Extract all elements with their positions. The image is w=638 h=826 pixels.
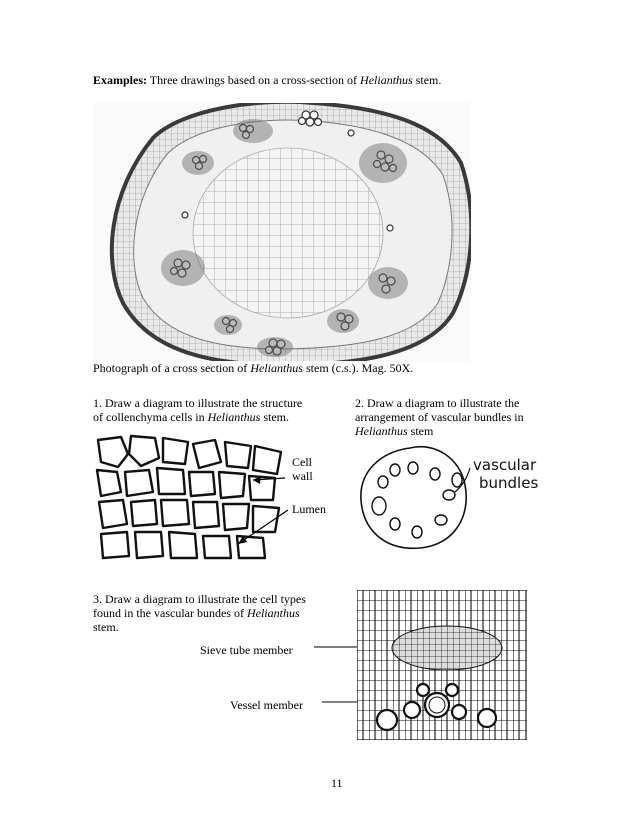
item1-genus: Helianthus xyxy=(207,410,261,424)
vascular-bundle-svg xyxy=(357,590,527,740)
item3-genus: Helianthus xyxy=(246,606,300,620)
vascular-ring-svg xyxy=(355,440,555,552)
cell-label: Cell xyxy=(292,455,312,469)
item1-line2-before: of collenchyma cells in xyxy=(93,410,208,424)
item3-line3: stem. xyxy=(93,620,119,634)
item2-line3-after: stem xyxy=(407,424,434,438)
header-genus: Helianthus xyxy=(360,73,413,87)
photo-caption-genus: Helianthus xyxy=(250,361,303,375)
header-line xyxy=(93,73,441,87)
header-label: Examples: xyxy=(93,73,147,87)
collenchyma-drawing xyxy=(93,432,288,562)
item2-instructions xyxy=(355,396,575,438)
photo-caption xyxy=(93,361,413,375)
sieve-tube-label: Sieve tube member xyxy=(200,643,293,657)
item2-line1: 2. Draw a diagram to illustrate the xyxy=(355,396,520,410)
item1-line2-after: stem. xyxy=(260,410,289,424)
vessel-member-label: Vessel member xyxy=(230,698,303,712)
item3-instructions xyxy=(93,592,363,634)
hand-label-vascular: vascular xyxy=(473,456,537,474)
cross-section-svg xyxy=(93,103,471,361)
header-text: Three drawings based on a cross-section of xyxy=(147,73,361,87)
item1-line1: 1. Draw a diagram to illustrate the structure xyxy=(93,396,303,410)
photo-caption-after: stem (c.s.). Mag. 50X. xyxy=(302,361,414,375)
lumen-label: Lumen xyxy=(292,502,326,516)
hand-label-bundles: bundles xyxy=(479,474,539,492)
cell-wall-label xyxy=(292,455,313,483)
collenchyma-svg xyxy=(93,432,288,562)
vascular-ring-drawing xyxy=(355,440,555,552)
item1-line2 xyxy=(93,410,343,424)
item3-line2-before: found in the vascular bundes of xyxy=(93,606,247,620)
header-tail: stem. xyxy=(412,73,442,87)
item3-line2 xyxy=(93,606,363,620)
item2-line3 xyxy=(355,424,575,438)
cross-section-photo xyxy=(93,103,471,361)
photo-caption-before: Photograph of a cross section of xyxy=(93,361,251,375)
wall-label: wall xyxy=(292,469,313,483)
item2-genus: Helianthus xyxy=(355,424,408,438)
page-number: 11 xyxy=(331,776,343,790)
item2-line2: arrangement of vascular bundles in xyxy=(355,410,524,424)
item1-instructions xyxy=(93,396,343,424)
vascular-bundle-drawing xyxy=(357,590,527,740)
item3-line1: 3. Draw a diagram to illustrate the cell types xyxy=(93,592,306,606)
